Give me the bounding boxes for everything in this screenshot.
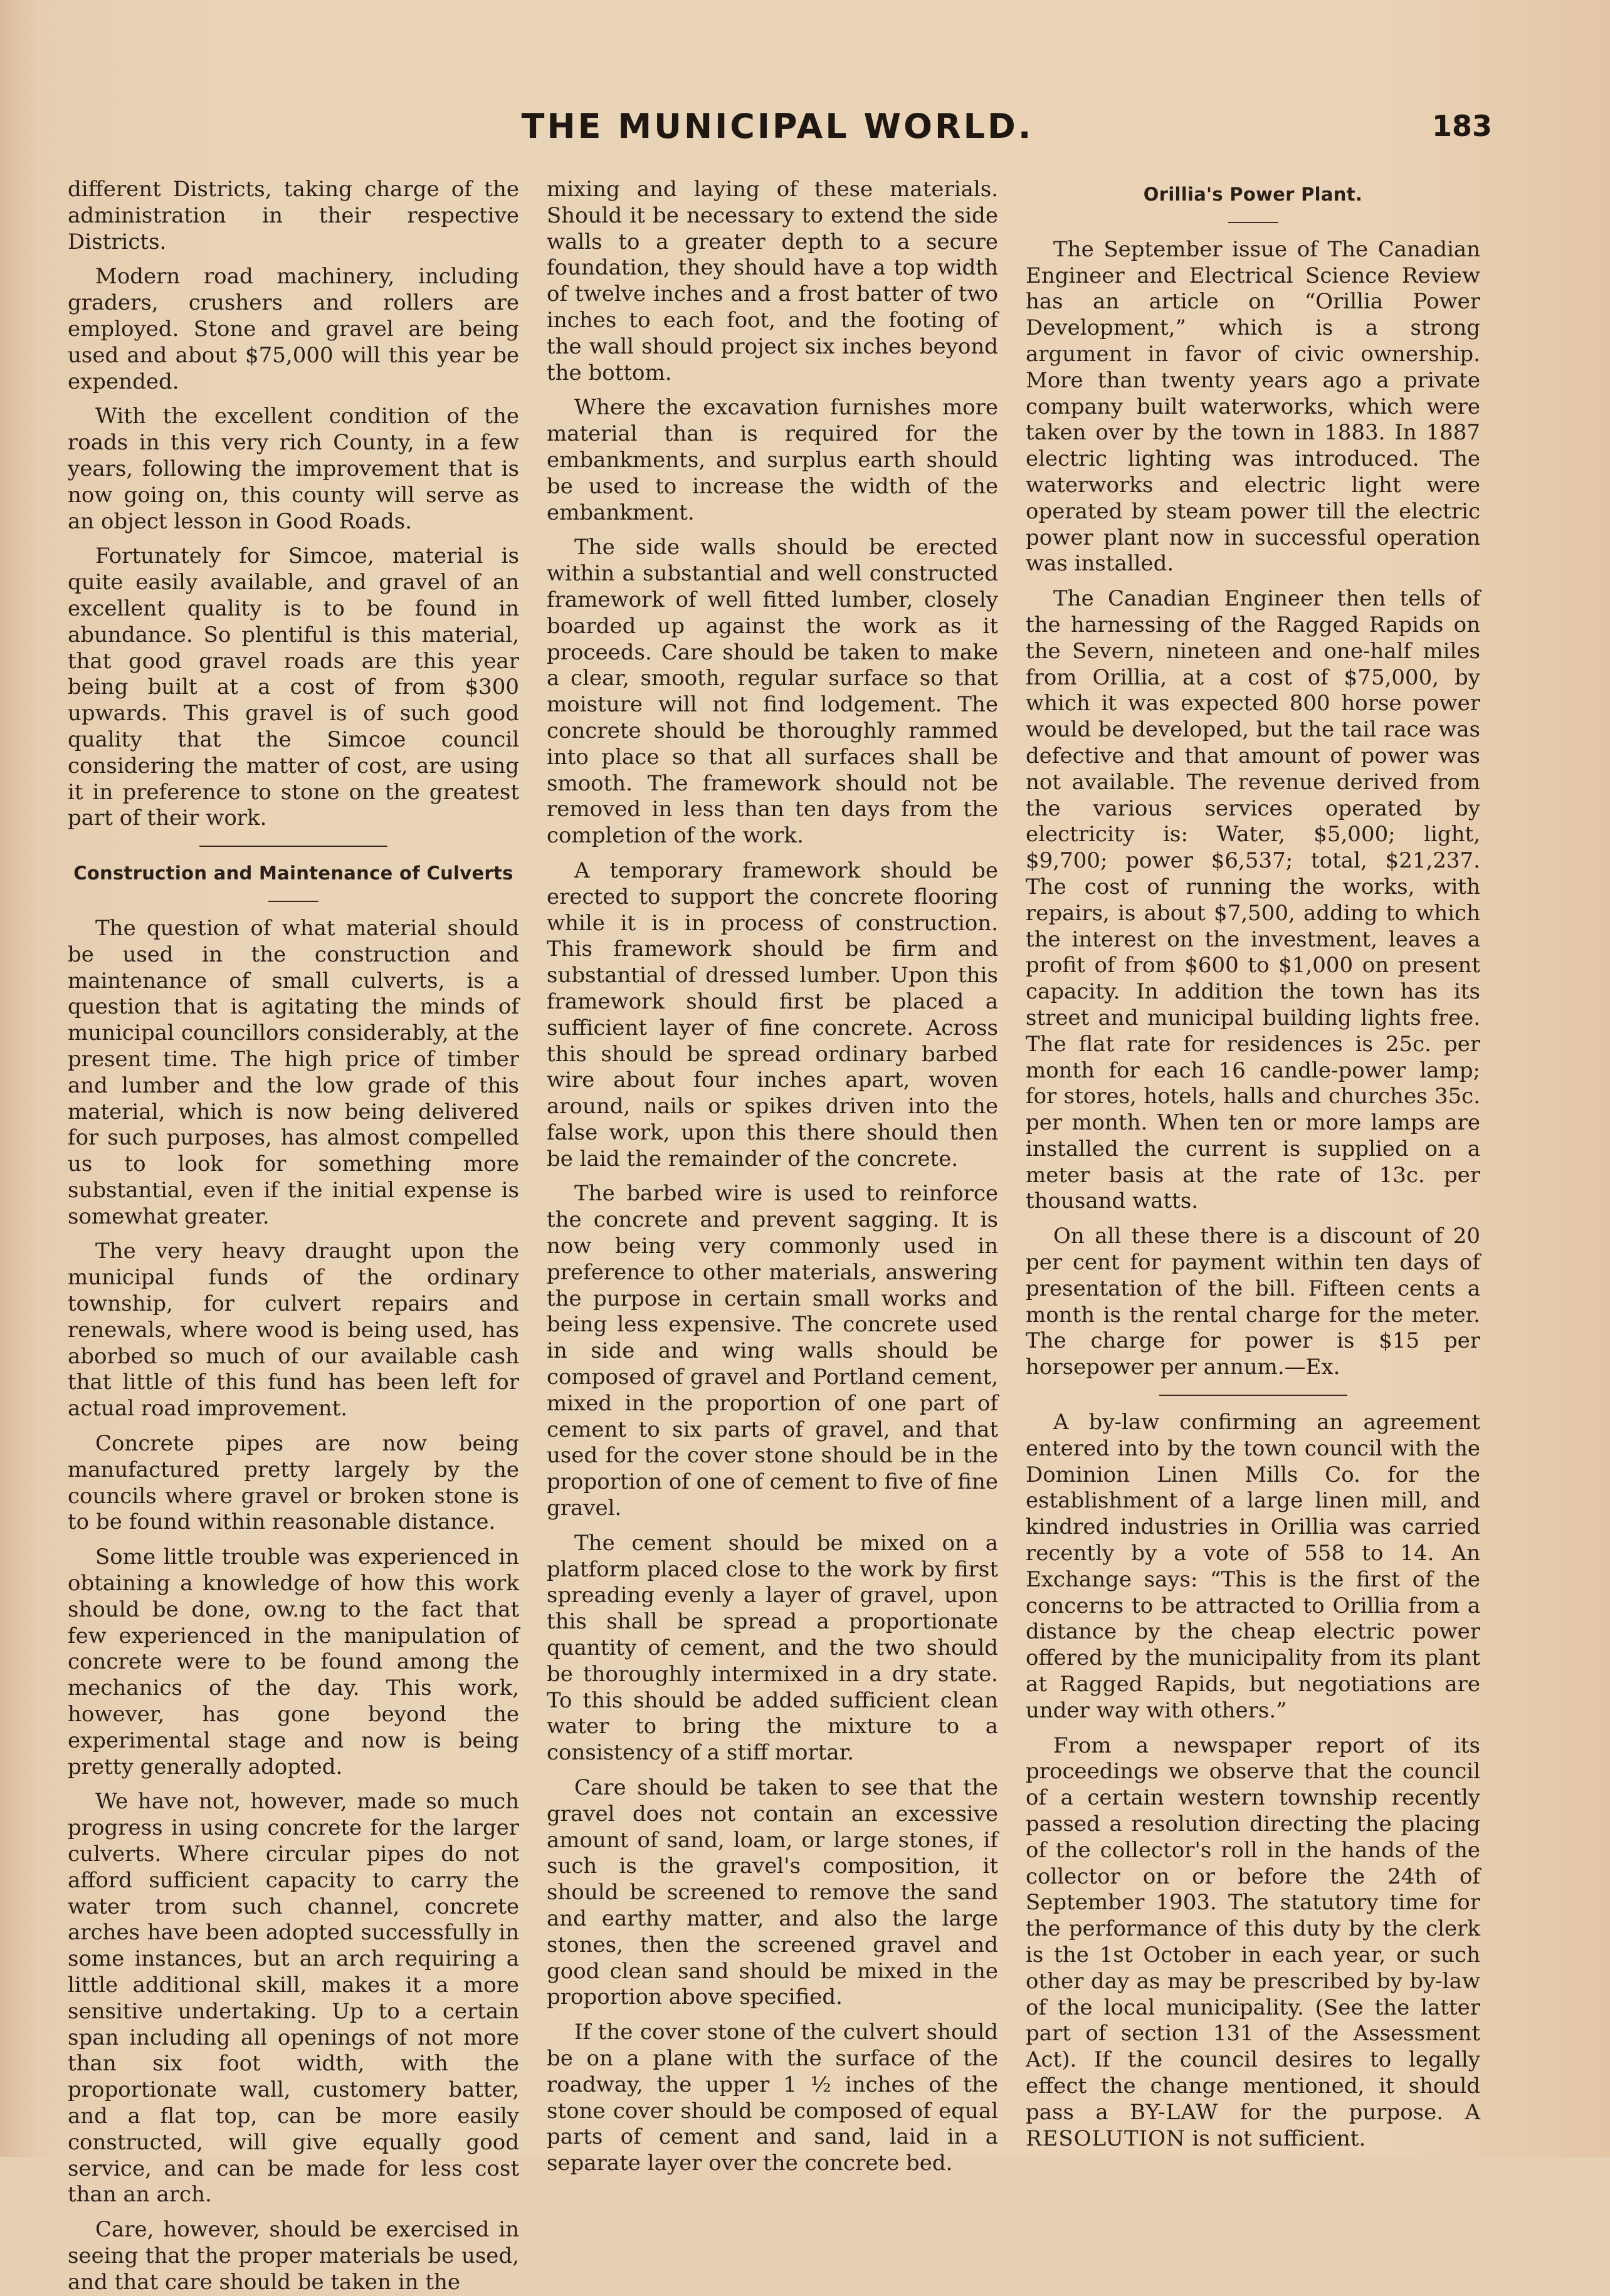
paragraph: Fortunately for Simcoe, material is quite easily available, and gravel of an excellent quality is to be found in abundance. So plentiful is this material, that good gravel roads are this year being built at a cost of from $300 upwards. This gravel is of such good quality that the Simcoe council considering the matter of cost, are using it in preference to stone on the greatest part of their work.	[68, 543, 519, 831]
column-1	[68, 177, 519, 2295]
paragraph: A temporary framework should be erected to support the concrete flooring while it is in process of construction. This framework should be firm and substantial of dressed lumber. Upon this framework should first be placed a sufficient layer of fine concrete. Across this should be spread ordinary barbed wire about four inches apart, woven around, nails or spikes driven into the false work, upon this there should then be laid the remainder of the concrete.	[547, 857, 998, 1172]
page-number: 183	[1431, 109, 1492, 143]
paragraph: mixing and laying of these materials. Should it be necessary to extend the side walls to a greater depth to a secure foundation, they should have a top width of twelve inches and a frost batter of two inches to each foot, and the footing of the wall should project six inches beyond the bottom.	[547, 177, 998, 385]
running-head: THE MUNICIPAL WORLD.	[521, 107, 1034, 146]
bylaw-emphasis: BY-LAW	[1130, 2099, 1219, 2125]
section-heading-orillia: Orillia's Power Plant.	[1143, 184, 1363, 205]
paragraph: The question of what material should be used in the construction and maintenance of small culverts, is a question that is agitating the minds of municipal councillors considerably, at the present time. The high price of timber and lumber and the low grade of this material, which is now being delivered for such purposes, has almost compelled us to look for something more substantial, even if the initial expense is somewhat greater.	[68, 915, 519, 1229]
heading-rule	[268, 901, 318, 902]
heading-rule	[1228, 222, 1278, 223]
paragraph: The side walls should be erected within a substantial and well constructed framework of well fitted lumber, closely boarded up against the work as it proceeds. Care should be taken to make a clear, smooth, regular surface so that moisture will not find lodgement. The concrete should be thoroughly rammed into place so that all surfaces shall be smooth. The framework should not be removed in less than ten days from the completion of the work.	[547, 535, 998, 849]
paragraph: With the excellent condition of the roads in this very rich County, in a few years, following the improvement that is now going on, this county will serve as an object lesson in Good Roads.	[68, 404, 519, 534]
column-3	[1026, 177, 1480, 2151]
paragraph: Concrete pipes are now being manufactured pretty largely by the councils where gravel or broken stone is to be found within reasonable distance.	[68, 1431, 519, 1535]
paragraph: The Canadian Engineer then tells of the harnessing of the Ragged Rapids on the Severn, nineteen and one-half miles from Orillia, at a cost of $75,000, by which it was expected 800 horse power would be developed, but the tail race was defective and that amount of power was not available. The revenue derived from the various services operated by electricity is: Water, $5,000; light, $9,700; power $6,537; total, $21,237. The cost of running the works, with repairs, is about $7,500, adding to which the interest on the investment, leaves a profit of from $600 to $1,000 on present capacity. In addition the town has its street and municipal building lights free. The flat rate for residences is 25c. per month for each 16 candle-power lamp; for stores, hotels, halls and churches 35c. per month. When ten or more lamps are installed the current is supplied on a meter basis at the rate of 13c. per thousand watts.	[1026, 586, 1480, 1214]
paragraph: We have not, however, made so much progress in using concrete for the larger culverts. Where circular pipes do not afford sufficient capacity to carry the water trom such channel, concrete arches have been adopted successfully in some instances, but an arch requiring a little additional skill, makes it a more sensitive undertaking. Up to a certain span including all openings of not more than six foot width, with the proportionate wall, customery batter, and a flat top, can be more easily constructed, will give equally good service, and can be made for less cost than an arch.	[68, 1789, 519, 2208]
paragraph: If the cover stone of the culvert should be on a plane with the surface of the roadway, the upper 1 ½ inches of the stone cover should be composed of equal parts of cement and sand, laid in a separate layer over the concrete bed.	[547, 2020, 998, 2176]
paragraph: A by-law confirming an agreement entered into by the town council with the Dominion Linen Mills Co. for the establishment of a large linen mill, and kindred industries in Orillia was carried recently by a vote of 558 to 14. An Exchange says: “This is the first of the concerns to be attracted to Orillia from a distance by the cheap electric power offered by the municipality from its plant at Ragged Rapids, but negotiations are under way with others.”	[1026, 1410, 1480, 1723]
resolution-emphasis: RESOLUTION	[1026, 2126, 1186, 2151]
paragraph: Modern road machinery, including graders, crushers and rollers are employed. Stone and gravel are being used and about $75,000 will this year be expended.	[68, 264, 519, 394]
paragraph: Care should be taken to see that the gravel does not contain an excessive amount of sand, loam, or large stones, if such is the gravel's composition, it should be screened to remove the sand and earthy matter, and also the large stones, then the screened gravel and good clean sand should be mixed in the proportion above specified.	[547, 1775, 998, 2010]
paragraph: Care, however, should be exercised in seeing that the proper materials be used, and that care should be taken in the	[68, 2217, 519, 2295]
paragraph-text: is not sufficient.	[1192, 2126, 1366, 2151]
paragraph: On all these there is a discount of 20 per cent for payment within ten days of presentation of the bill. Fifteen cents a month is the rental charge for the meter. The charge for power is $15 per horsepower per annum.—Ex.	[1026, 1224, 1480, 1380]
paragraph	[1026, 1733, 1480, 2152]
paragraph: The barbed wire is used to reinforce the concrete and prevent sagging. It is now being very commonly used in preference to other materials, answering the purpose in certain small works and being less expensive. The concrete used in side and wing walls should be composed of gravel and Portland cement, mixed in the proportion of one part of cement to six parts of gravel, and that used for the cover stone should be in the proportion of one of cement to five of fine gravel.	[547, 1181, 998, 1521]
column-2	[547, 177, 998, 2176]
paragraph: Some little trouble was experienced in obtaining a knowledge of how this work should be done, ow.ng to the fact that few experienced in the manipulation of concrete were to be found among the mechanics of the day. This work, however, has gone beyond the experimental stage and now is being pretty generally adopted.	[68, 1544, 519, 1780]
paragraph-text: From a newspaper report of its proceedings we observe that the council of a certain western township recently passed a resolution directing the placing of the collector's roll in the hands of the collector on or before the 24th of September 1903. The statutory time for the performance of this duty by the clerk is the 1st October in each year, or such other day as may be prescribed by by-law of the local municipality. (See the latter part of section 131 of the Assessment Act). If the council desires to legally effect the change mentioned, it should pass a	[1026, 1732, 1480, 2125]
page-header	[63, 107, 1492, 157]
paragraph: The very heavy draught upon the municipal funds of the ordinary township, for culvert repairs and renewals, where wood is being used, has aborbed so much of our available cash that little of this fund has been left for actual road improvement.	[68, 1239, 519, 1422]
section-divider	[199, 846, 387, 847]
paragraph: Where the excavation furnishes more material than is required for the embankments, and surplus earth should be used to increase the width of the embankment.	[547, 395, 998, 525]
paragraph: The cement should be mixed on a platform placed close to the work by first spreading evenly a layer of gravel, upon this shall be spread a proportionate quantity of cement, and the two should be thoroughly intermixed in a dry state. To this should be added sufficient clean water to bring the mixture to a consistency of a stiff mortar.	[547, 1530, 998, 1766]
section-divider	[1159, 1395, 1347, 1396]
section-heading-culverts: Construction and Maintenance of Culverts	[73, 862, 513, 884]
paragraph: The September issue of The Canadian Engineer and Electrical Science Review has an article on “Orillia Power Development,” which is a strong argument in favor of civic ownership. More than twenty years ago a private company built waterworks, which were taken over by the town in 1883. In 1887 electric lighting was introduced. The waterworks and electric light were operated by steam power till the electric power plant now in successful operation was installed.	[1026, 236, 1480, 577]
paragraph-text: for the purpose. A	[1239, 2099, 1480, 2125]
paragraph: different Districts, taking charge of the administration in their respective Districts.	[68, 177, 519, 254]
